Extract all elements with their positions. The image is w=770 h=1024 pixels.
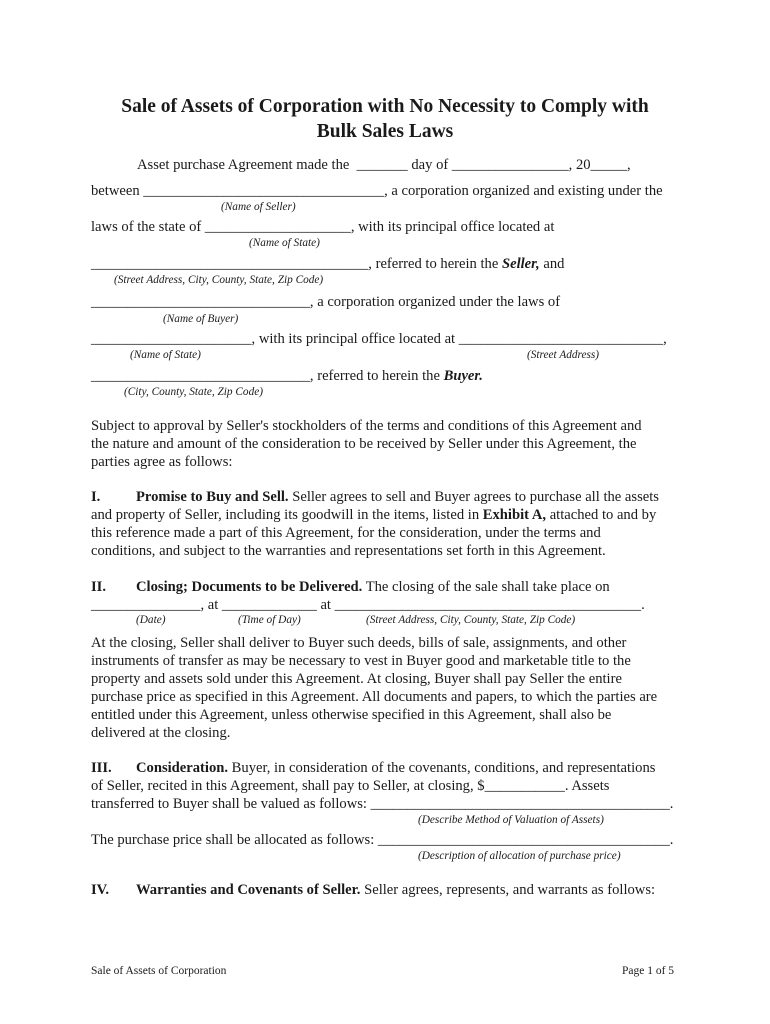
- section-1-heading: Promise to Buy and Sell.: [136, 489, 289, 505]
- caption-time-of-day: (Time of Day): [238, 614, 301, 626]
- section-3-line-2: of Seller, recited in this Agreement, shall pay to Seller, at closing, $___________. Assets: [91, 778, 610, 794]
- section-2-body-line-6: delivered at the closing.: [91, 725, 231, 741]
- intro-line-3: laws of the state of ____________________, with its principal office located at: [91, 219, 555, 235]
- caption-name-of-seller: (Name of Seller): [221, 201, 296, 213]
- intro-line-4-text: ______________________________________, referred to herein the: [91, 256, 502, 272]
- section-1-line-4: conditions, and subject to the warranties and representations set forth in this Agreement.: [91, 543, 606, 559]
- section-2-line-1: [136, 578, 610, 596]
- document-title-line-2: Bulk Sales Laws: [316, 121, 454, 142]
- section-2-body-line-3: property and assets sold under this Agreement. At closing, Buyer shall pay Seller the entire: [91, 671, 622, 687]
- caption-date: (Date): [136, 614, 166, 626]
- section-1-line-2-end: attached to and by: [546, 507, 657, 523]
- caption-street-address: (Street Address): [527, 349, 600, 361]
- section-1-line-1-text: Seller agrees to sell and Buyer agrees to purchase all the assets: [288, 489, 659, 505]
- subject-line-2: the nature and amount of the consideration to be received by Seller under this Agreement, the: [91, 436, 637, 452]
- document-title-line-1: Sale of Assets of Corporation with No Necessity to Comply with: [121, 96, 649, 117]
- caption-name-of-buyer: (Name of Buyer): [163, 313, 239, 325]
- subject-line-1: Subject to approval by Seller's stockholders of the terms and conditions of this Agreement and: [91, 418, 642, 434]
- section-4-line-1-text: Seller agrees, represents, and warrants as follows:: [360, 882, 656, 898]
- section-2-body-line-4: purchase price as specified in this Agreement. All documents and papers, to which the parties are: [91, 689, 658, 705]
- section-1-number: I.: [91, 489, 101, 505]
- intro-line-7: [91, 367, 483, 385]
- section-1-line-1: [136, 488, 659, 506]
- section-3-line-1: [136, 759, 655, 777]
- section-1-line-2: [91, 506, 656, 524]
- buyer-term: Buyer.: [443, 368, 483, 384]
- section-2-line-1-text: The closing of the sale shall take place on: [362, 579, 610, 595]
- section-4-number: IV.: [91, 882, 109, 898]
- section-4-heading: Warranties and Covenants of Seller.: [136, 882, 361, 898]
- caption-name-of-state: (Name of State): [249, 237, 320, 249]
- section-2-line-2: _______________, at _____________ at __________________________________________.: [91, 597, 645, 613]
- section-3-heading: Consideration.: [136, 760, 229, 776]
- footer-document-name: Sale of Assets of Corporation: [91, 965, 227, 977]
- section-2-body-line-5: entitled under this Agreement, unless otherwise specified in this Agreement, shall also be: [91, 707, 612, 723]
- section-2-number: II.: [91, 579, 107, 595]
- intro-line-2: between _________________________________, a corporation organized and existing under the: [91, 183, 663, 199]
- section-3-line-3: transferred to Buyer shall be valued as follows: _________________________________________.: [91, 796, 674, 812]
- section-2-heading: Closing; Documents to be Delivered.: [136, 579, 363, 595]
- section-3-line-1-text: Buyer, in consideration of the covenants, conditions, and representations: [228, 760, 656, 776]
- intro-line-6: ______________________, with its principal office located at ____________________________,: [91, 331, 667, 347]
- intro-line-5: ______________________________, a corporation organized under the laws of: [91, 294, 561, 310]
- caption-closing-address: (Street Address, City, County, State, Zip Code): [366, 614, 576, 626]
- caption-city-county-state-zip: (City, County, State, Zip Code): [124, 386, 264, 398]
- exhibit-a-reference: Exhibit A,: [482, 507, 547, 523]
- footer-page-number: Page 1 of 5: [622, 965, 675, 977]
- section-2-body-line-1: At the closing, Seller shall deliver to Buyer such deeds, bills of sale, assignments, and other: [91, 635, 627, 651]
- intro-line-4-end: and: [539, 256, 565, 272]
- section-2-body-line-2: instruments of transfer as may be necessary to vest in Buyer good and marketable title to the: [91, 653, 631, 669]
- intro-line-4: [91, 255, 564, 273]
- subject-line-3: parties agree as follows:: [91, 454, 233, 470]
- caption-price-allocation: (Description of allocation of purchase price): [418, 850, 621, 862]
- caption-seller-address: (Street Address, City, County, State, Zip Code): [114, 274, 324, 286]
- section-1-line-2-text: and property of Seller, including its goodwill in the items, listed in: [91, 507, 483, 523]
- section-3-line-4: The purchase price shall be allocated as follows: ________________________________________.: [91, 832, 674, 848]
- intro-line-7-text: ______________________________, referred to herein the: [91, 368, 444, 384]
- seller-term: Seller,: [501, 256, 540, 272]
- section-4-line-1: [136, 881, 655, 899]
- caption-buyer-state: (Name of State): [130, 349, 201, 361]
- section-1-line-3: this reference made a part of this Agreement, for the consideration, under the terms and: [91, 525, 601, 541]
- caption-valuation-method: (Describe Method of Valuation of Assets): [418, 814, 604, 826]
- section-3-number: III.: [91, 760, 112, 776]
- intro-line-1: Asset purchase Agreement made the _______ day of ________________, 20_____,: [137, 157, 631, 173]
